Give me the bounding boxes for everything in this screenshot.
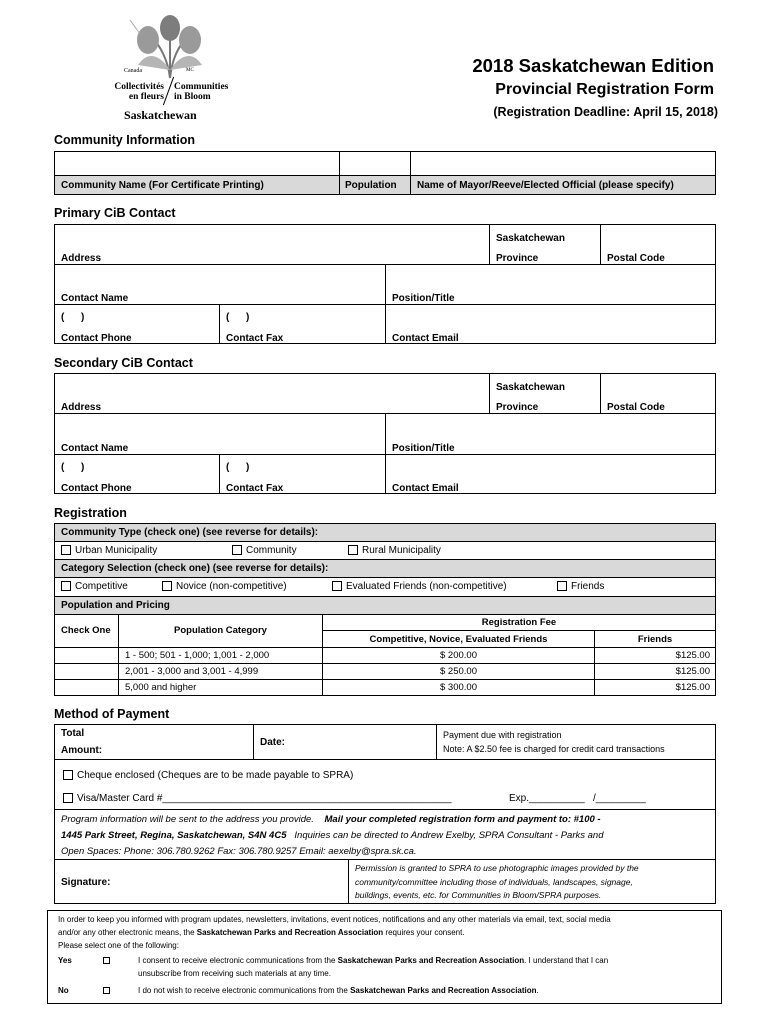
competitive-column-header: Competitive, Novice, Evaluated Friends	[323, 631, 595, 648]
checkbox-icon[interactable]	[103, 987, 110, 994]
checkbox-icon[interactable]	[63, 770, 73, 780]
friends-column-header: Friends	[595, 631, 715, 648]
secondary-address-field[interactable]	[55, 374, 490, 414]
logo-english	[174, 82, 238, 102]
signature-label: Signature:	[61, 877, 111, 888]
inquiries-text: Inquiries can be directed to Andrew Exelby, SPRA Consultant - Parks and	[294, 830, 604, 841]
payment-note	[437, 725, 715, 760]
checkbox-icon[interactable]	[232, 545, 242, 555]
category-novice-label: Novice (non-competitive)	[176, 581, 287, 592]
community-name-label: Community Name (For Certificate Printing)	[55, 176, 340, 194]
secondary-fax-paren: ( )	[226, 462, 250, 473]
total-amount-field[interactable]	[55, 725, 254, 760]
population-category-header: Population Category	[119, 615, 323, 648]
primary-fax-paren: ( )	[226, 312, 250, 323]
secondary-name-label: Contact Name	[61, 443, 129, 454]
consent-no-text-a: I do not wish to receive electronic communications from the	[138, 986, 351, 995]
registration-table	[54, 523, 716, 696]
visa-label: Visa/Master Card #____________________________________________________	[77, 793, 452, 804]
type-option-rural[interactable]	[348, 545, 441, 556]
pricing-row-category: 1 - 500; 501 - 1,000; 1,001 - 2,000	[119, 648, 323, 663]
secondary-email-label: Contact Email	[392, 483, 459, 494]
pricing-row	[55, 680, 715, 695]
consent-select: Please select one of the following:	[58, 941, 179, 950]
category-option-friends[interactable]	[557, 581, 604, 592]
permission-line1: Permission is granted to SPRA to use photographic images provided by the	[355, 863, 639, 873]
expiry-field[interactable]: Exp.__________ /_________	[509, 793, 646, 804]
consent-yes-text-b: . I understand that I can	[524, 956, 609, 965]
logo-divider	[163, 77, 174, 106]
payment-method-block	[55, 760, 715, 810]
secondary-contact-title: Secondary CiB Contact	[54, 356, 193, 370]
program-info-line2	[61, 828, 715, 844]
registration-fee-header: Registration Fee	[323, 615, 715, 631]
category-option-novice[interactable]	[162, 581, 287, 592]
form-title: Provincial Registration Form	[495, 81, 714, 98]
type-option-community[interactable]	[232, 545, 297, 556]
primary-fax-label: Contact Fax	[226, 333, 284, 344]
pricing-row-friends: $125.00	[675, 666, 710, 677]
checkbox-icon[interactable]	[348, 545, 358, 555]
consent-box	[47, 910, 722, 1004]
secondary-province-value: Saskatchewan	[496, 382, 565, 393]
program-info-block	[55, 810, 715, 860]
population-field[interactable]	[340, 152, 411, 176]
page-header	[400, 54, 718, 122]
cheque-option[interactable]	[63, 770, 353, 781]
checkbox-icon[interactable]	[61, 545, 71, 555]
permission-line2: community/committee including those of individuals, landscapes, signage,	[355, 876, 633, 887]
secondary-position-label: Position/Title	[392, 443, 455, 454]
logo-canada: Canada	[124, 68, 142, 74]
payment-note-line1: Payment due with registration	[443, 730, 562, 740]
secondary-fax-label: Contact Fax	[226, 483, 284, 494]
consent-intro-line2	[58, 926, 465, 940]
visa-option[interactable]	[63, 793, 452, 804]
consent-yes-label: Yes	[58, 956, 72, 965]
pricing-row-fee: $ 300.00	[323, 680, 595, 695]
type-option-urban-label: Urban Municipality	[75, 545, 158, 556]
signature-field[interactable]	[55, 860, 349, 903]
checkbox-icon[interactable]	[103, 957, 110, 964]
consent-yes-text-a: I consent to receive electronic communications from the	[138, 956, 338, 965]
logo-en-line2: in Bloom	[174, 92, 211, 102]
edition-title: 2018 Saskatchewan Edition	[472, 55, 714, 76]
consent-yes-text	[138, 954, 608, 968]
primary-province-value: Saskatchewan	[496, 233, 565, 244]
mail-address: 1445 Park Street, Regina, Saskatchewan, S4N 4C5	[61, 830, 287, 841]
contact-details: Open Spaces: Phone: 306.780.9262 Fax: 306.780.9257 Email: aexelby@spra.sk.ca.	[61, 846, 417, 857]
program-info-line1	[61, 812, 715, 828]
secondary-phone-label: Contact Phone	[61, 483, 132, 494]
logo-province: Saskatchewan	[124, 108, 197, 122]
consent-intro-line1: In order to keep you informed with program updates, newsletters, invitations, event notices, notifications and any other materials via email, text, social media	[58, 915, 611, 924]
logo-en-line1: Communities	[174, 82, 229, 92]
pricing-row-check[interactable]	[55, 664, 119, 679]
registration-title: Registration	[54, 506, 127, 520]
community-type-label: Community Type (check one) (see reverse for details):	[55, 524, 715, 542]
community-name-field[interactable]	[55, 152, 340, 176]
primary-address-field[interactable]	[55, 225, 490, 265]
consent-no-text	[138, 984, 539, 998]
logo-fr-line1: Collectivités	[114, 82, 164, 92]
logo-mc: MC	[186, 68, 194, 73]
community-info-title: Community Information	[54, 133, 195, 147]
pricing-label: Population and Pricing	[55, 597, 715, 615]
date-label: Date:	[260, 737, 286, 748]
secondary-province-label: Province	[496, 402, 539, 413]
pricing-row-friends: $125.00	[675, 650, 710, 661]
type-option-community-label: Community	[246, 545, 297, 556]
category-option-evaluated-friends[interactable]	[332, 581, 507, 592]
primary-name-label: Contact Name	[61, 293, 129, 304]
mail-instruction: Mail your completed registration form and payment to: #100 -	[324, 814, 601, 825]
consent-no-org: Saskatchewan Parks and Recreation Association	[350, 986, 537, 995]
pricing-row-category: 5,000 and higher	[119, 680, 323, 695]
secondary-postal-label: Postal Code	[607, 402, 665, 413]
primary-address-label: Address	[61, 253, 102, 264]
primary-province-label: Province	[496, 253, 539, 264]
logo-french	[108, 82, 164, 102]
mayor-label: Name of Mayor/Reeve/Elected Official (please specify)	[411, 176, 715, 194]
mayor-field[interactable]	[411, 152, 715, 176]
payment-title: Method of Payment	[54, 707, 170, 721]
logo	[100, 10, 240, 125]
secondary-contact-table	[54, 373, 716, 494]
pricing-row-fee: $ 250.00	[323, 664, 595, 679]
pricing-row-category: 2,001 - 3,000 and 3,001 - 4,999	[119, 664, 323, 679]
payment-table	[54, 724, 716, 904]
type-option-rural-label: Rural Municipality	[362, 545, 441, 556]
type-option-urban[interactable]	[61, 545, 157, 556]
community-info-table	[54, 151, 716, 195]
category-evaluated-label: Evaluated Friends (non-competitive)	[346, 581, 507, 592]
pricing-row-friends: $125.00	[675, 682, 710, 693]
category-friends-label: Friends	[571, 581, 605, 592]
logo-fr-line2: en fleurs	[128, 92, 164, 102]
tulip-logo-icon	[100, 10, 240, 80]
payment-note-line2: Note: A $2.50 fee is charged for credit card transactions	[443, 744, 665, 754]
checkbox-icon[interactable]	[162, 581, 172, 591]
deadline-text: (Registration Deadline: April 15, 2018)	[493, 105, 718, 119]
consent-no-text-b: .	[536, 986, 539, 995]
pricing-row-fee: $ 200.00	[323, 648, 595, 663]
consent-intro-text: and/or any other electronic means, the	[58, 928, 197, 937]
primary-contact-title: Primary CiB Contact	[54, 206, 176, 220]
consent-no-label: No	[58, 986, 69, 995]
program-info-text: Program information will be sent to the address you provide.	[61, 814, 314, 825]
consent-yes-org: Saskatchewan Parks and Recreation Association	[337, 956, 525, 965]
primary-email-label: Contact Email	[392, 333, 459, 344]
check-one-header: Check One	[55, 615, 119, 648]
category-options	[55, 578, 715, 597]
community-type-options	[55, 542, 715, 560]
consent-org: Saskatchewan Parks and Recreation Association	[196, 928, 384, 937]
date-field[interactable]	[254, 725, 437, 760]
checkbox-icon[interactable]	[557, 581, 567, 591]
pricing-row-check[interactable]	[55, 680, 119, 695]
consent-intro-end: requires your consent.	[383, 928, 465, 937]
permission-text	[349, 860, 715, 903]
pricing-row	[55, 664, 715, 680]
checkbox-icon[interactable]	[332, 581, 342, 591]
category-selection-label: Category Selection (check one) (see reverse for details):	[55, 560, 715, 578]
total-label: Total	[61, 728, 85, 739]
consent-yes-text-line2: unsubscribe from receiving such materials at any time.	[138, 969, 331, 978]
primary-phone-paren: ( )	[61, 312, 85, 323]
cheque-label: Cheque enclosed (Cheques are to be made payable to SPRA)	[77, 770, 354, 781]
category-option-competitive[interactable]	[61, 581, 128, 592]
secondary-address-label: Address	[61, 402, 102, 413]
primary-phone-label: Contact Phone	[61, 333, 132, 344]
secondary-phone-paren: ( )	[61, 462, 85, 473]
primary-position-label: Position/Title	[392, 293, 455, 304]
primary-contact-table	[54, 224, 716, 344]
primary-postal-label: Postal Code	[607, 253, 665, 264]
pricing-row-check[interactable]	[55, 648, 119, 663]
checkbox-icon[interactable]	[63, 793, 73, 803]
population-label: Population	[340, 176, 411, 194]
pricing-row	[55, 648, 715, 664]
checkbox-icon[interactable]	[61, 581, 71, 591]
category-competitive-label: Competitive	[75, 581, 128, 592]
amount-label: Amount:	[61, 745, 103, 756]
permission-line3: buildings, events, etc. for Communities in Bloom/SPRA purposes.	[355, 890, 602, 900]
